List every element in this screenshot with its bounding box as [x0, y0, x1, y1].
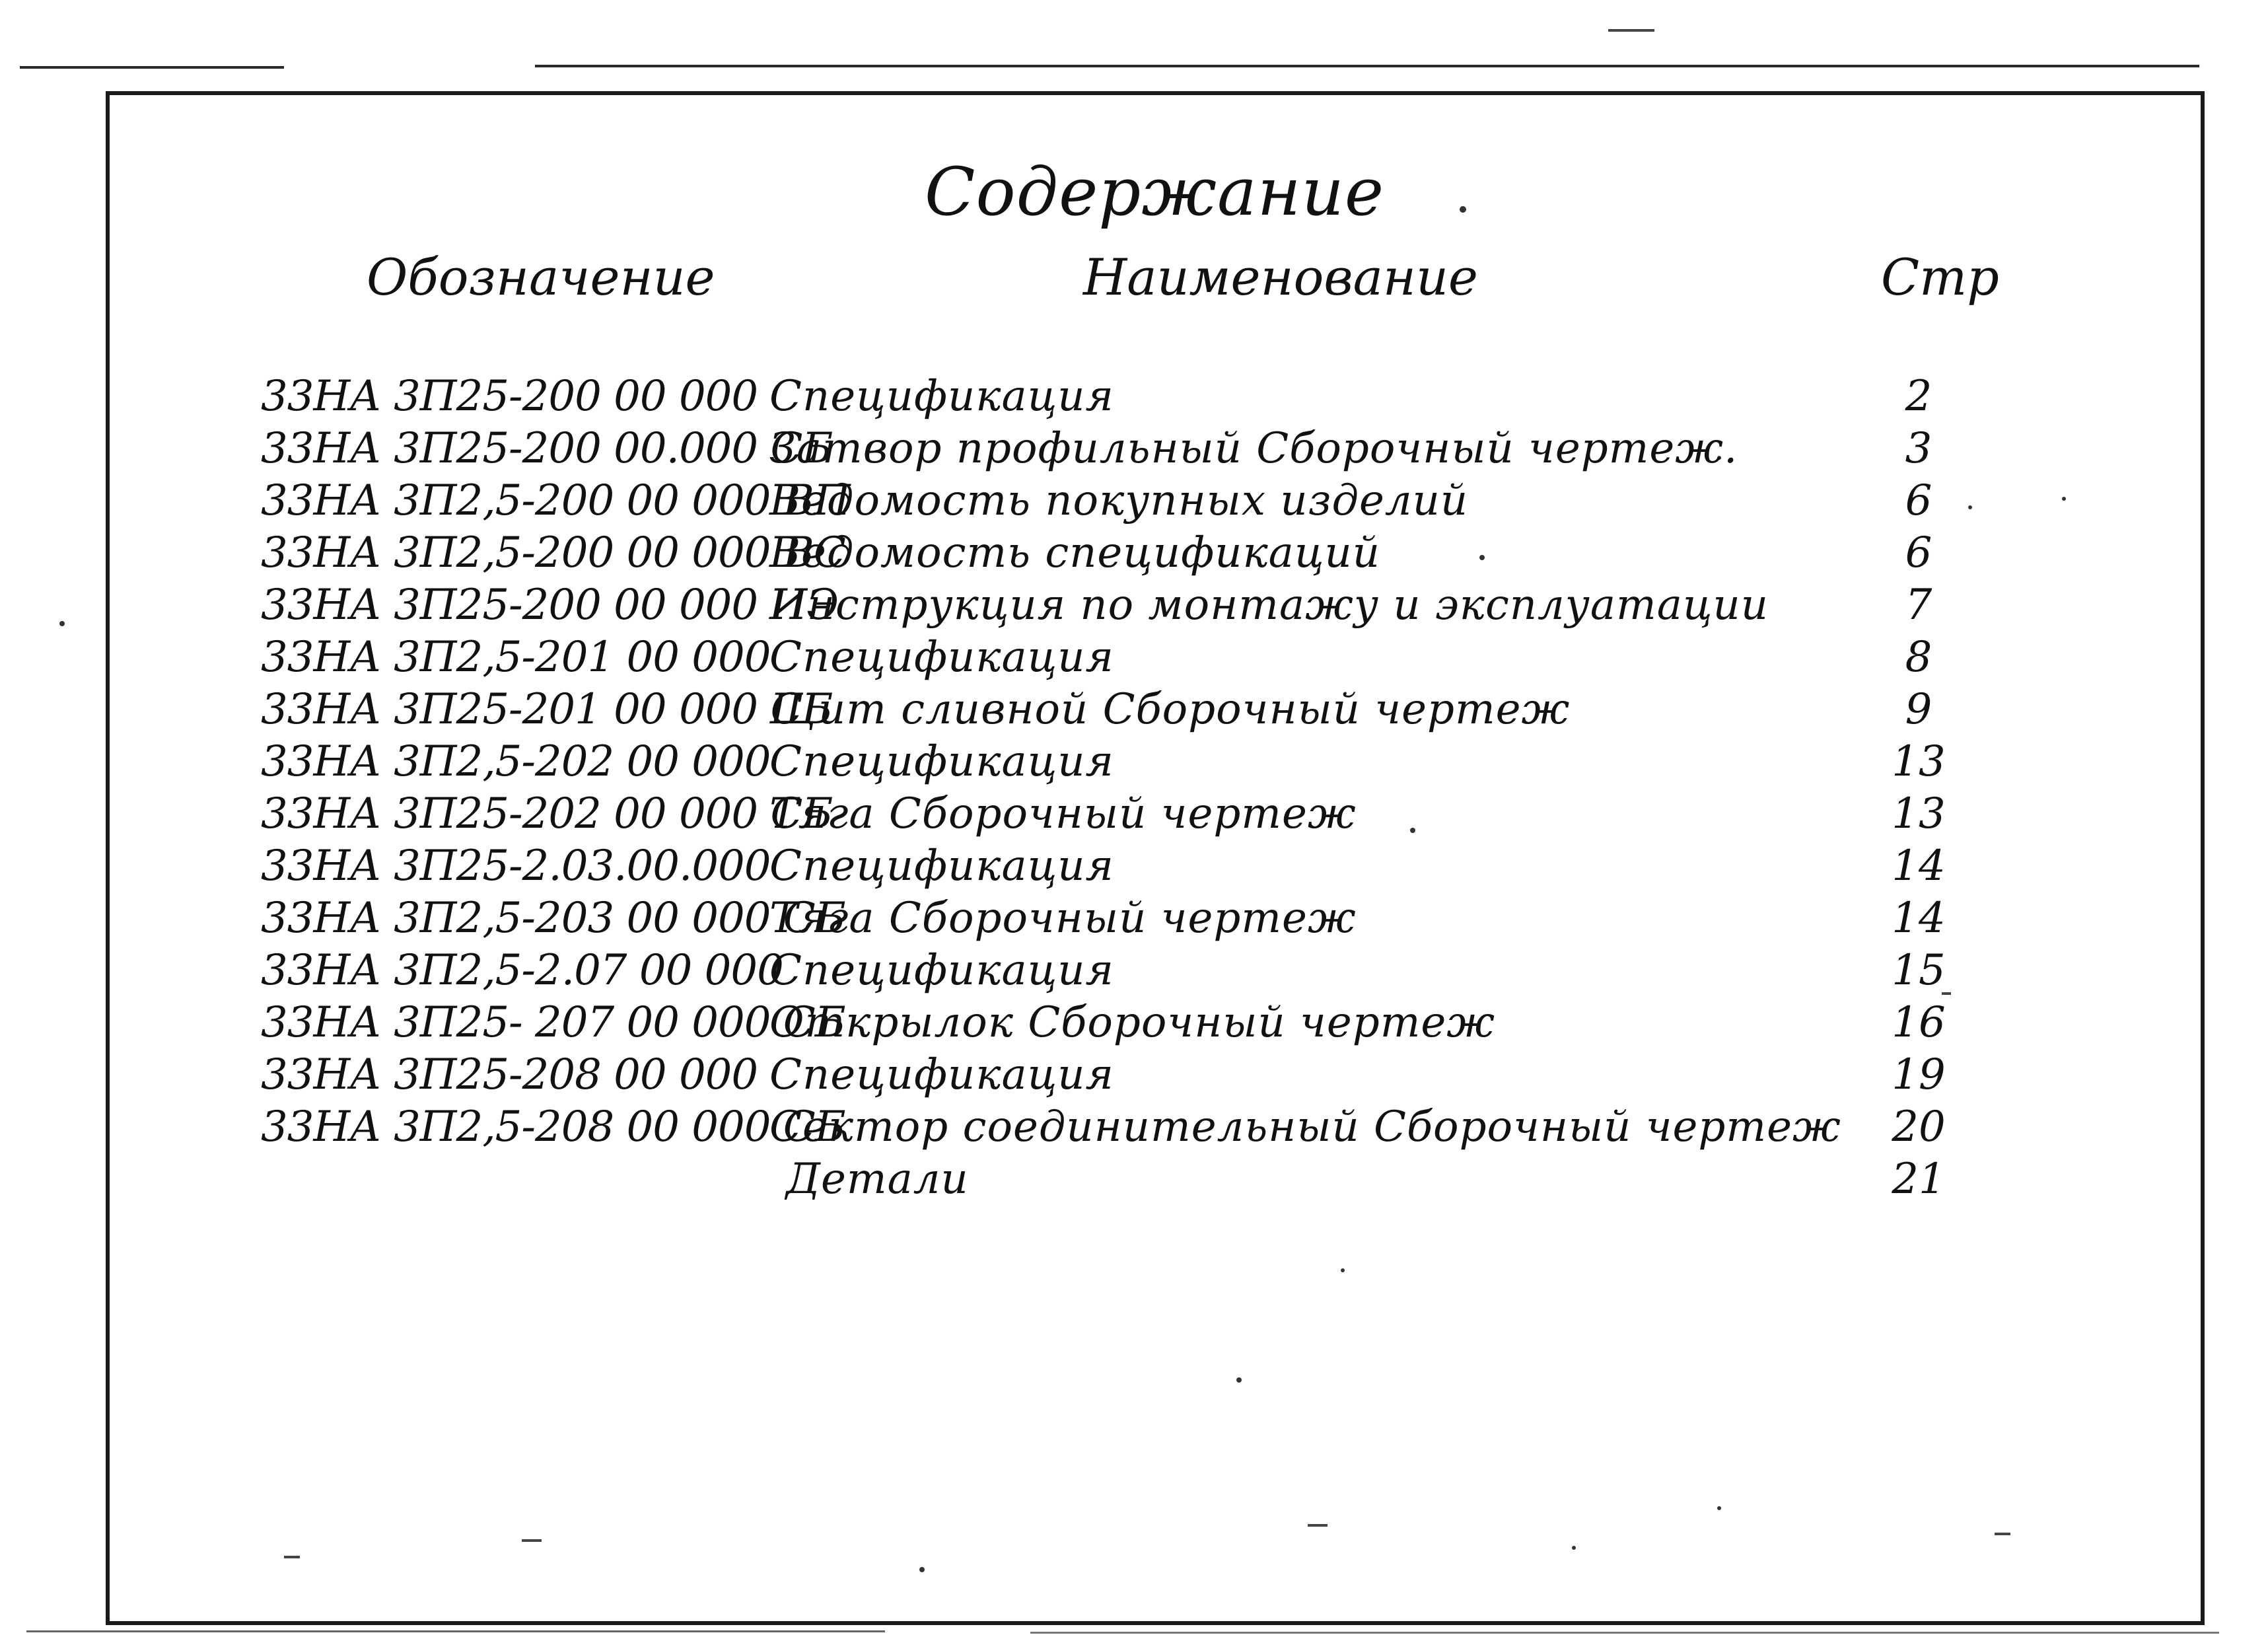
table-row	[0, 631, 2268, 684]
row-name: Ведомость спецификаций	[769, 528, 1380, 577]
row-page: 20	[1892, 1103, 1946, 1151]
table-row	[0, 422, 2268, 475]
table-row	[0, 996, 2268, 1049]
row-page: 2	[1905, 372, 1932, 421]
row-designation: 33НА 3П25-208 00 000	[261, 1050, 758, 1099]
table-row	[0, 683, 2268, 736]
table-row	[0, 735, 2268, 788]
row-designation: 33НА 3П25-202 00 000 СБ	[261, 789, 833, 838]
row-designation: 33НА 3П2,5-200 00 000 ВС	[261, 528, 845, 577]
row-page: 6	[1905, 476, 1932, 525]
row-page: 6	[1905, 528, 1932, 577]
table-row	[0, 892, 2268, 945]
row-designation: 33НА 3П2,5-201 00 000	[261, 633, 771, 682]
row-designation: 33НА 3П2,5-2.07 00 000	[261, 946, 783, 995]
row-name: Затвор профильный Сборочный чертеж.	[769, 424, 1738, 473]
row-page: 3	[1905, 424, 1932, 473]
row-page: 15	[1892, 946, 1946, 995]
row-name: Тяга Сборочный чертеж	[769, 789, 1357, 838]
row-name: Инструкция по монтажу и эксплуатации	[769, 581, 1769, 630]
contents-title: Содержание	[925, 153, 1385, 231]
column-header-designation: Обозначение	[367, 248, 715, 307]
table-row	[0, 1153, 2268, 1206]
row-name: Спецификация	[769, 1050, 1114, 1099]
table-row	[0, 474, 2268, 527]
row-designation: 33НА 3П25-201 00 000 СБ	[261, 685, 833, 734]
row-page: 13	[1892, 737, 1946, 786]
row-name: Щит сливной Сборочный чертеж	[769, 685, 1571, 734]
row-designation: 33НА 3П2,5-200 00 000 ВП	[261, 476, 850, 525]
row-name: Детали	[786, 1155, 969, 1204]
row-designation: 33НА 3П2,5-208 00 000 СБ	[261, 1103, 845, 1151]
row-designation: 33НА 3П25-200 00 000 ИЭ	[261, 581, 839, 630]
table-row	[0, 1048, 2268, 1101]
table-row	[0, 1101, 2268, 1153]
row-name: Спецификация	[769, 842, 1114, 890]
row-designation: 33НА 3П2,5-203 00 000 СБ	[261, 894, 845, 943]
column-header-page: Стр	[1881, 248, 1999, 307]
row-name: Спецификация	[769, 633, 1114, 682]
row-designation: 33НА 3П25-200 00 000	[261, 372, 758, 421]
row-page: 14	[1892, 842, 1946, 890]
table-row	[0, 944, 2268, 997]
row-page: 14	[1892, 894, 1946, 943]
table-row	[0, 787, 2268, 840]
table-row	[0, 370, 2268, 423]
table-row	[0, 579, 2268, 632]
column-header-name: Наименование	[1083, 248, 1478, 307]
row-page: 13	[1892, 789, 1946, 838]
row-designation: 33НА 3П2,5-202 00 000	[261, 737, 771, 786]
row-page: 7	[1905, 581, 1932, 630]
table-row	[0, 527, 2268, 579]
row-name: Тяга Сборочный чертеж	[769, 894, 1357, 943]
row-page: 9	[1905, 685, 1932, 734]
row-name: Спецификация	[769, 946, 1114, 995]
row-designation: 33НА 3П25- 207 00 000 СБ	[261, 998, 845, 1047]
row-designation: 33НА 3П25-200 00.000 СБ	[261, 424, 833, 473]
table-row	[0, 840, 2268, 892]
row-name: Спецификация	[769, 372, 1114, 421]
row-page: 16	[1892, 998, 1946, 1047]
row-page: 8	[1905, 633, 1932, 682]
row-name: Сектор соединительный Сборочный чертеж	[769, 1103, 1841, 1151]
row-name: Открылок Сборочный чертеж	[769, 998, 1495, 1047]
row-name: Спецификация	[769, 737, 1114, 786]
row-name: Ведомость покупных изделий	[769, 476, 1469, 525]
row-page: 19	[1892, 1050, 1946, 1099]
row-page: 21	[1892, 1155, 1946, 1204]
row-designation: 33НА 3П25-2.03.00.000	[261, 842, 771, 890]
